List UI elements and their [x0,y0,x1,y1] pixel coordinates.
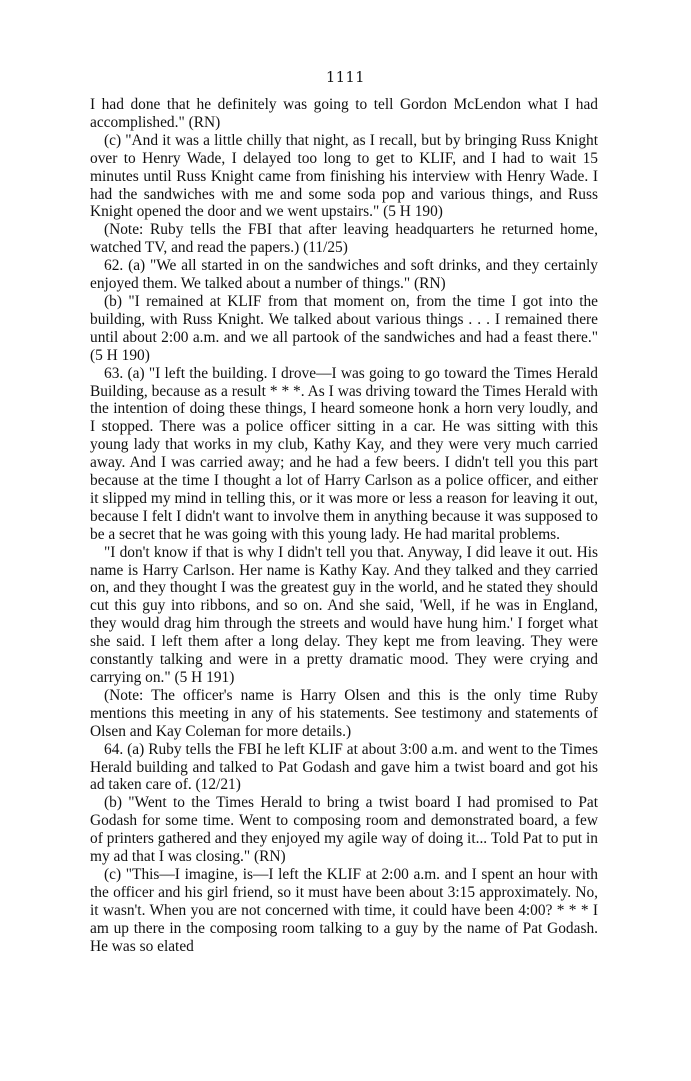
body-text [90,96,598,956]
paragraph: (c) "And it was a little chilly that night, as I recall, but by bringing Russ Knight over to Henry Wade, I delayed too long to get to KLIF, and I had to wait 15 minutes until Russ Knight came from finishing his interview with Henry Wade. I had the sandwiches with me and some soda pop and various things, and Russ Knight opened the door and we went upstairs." (5 H 190) [90,131,598,221]
paragraph: (b) "Went to the Times Herald to bring a twist board I had promised to Pat Godash for some time. Went to composing room and demonstrated board, a few of printers gathered and they enjoyed my agile way of doing it... Told Pat to put in my ad that I was closing." (RN) [90,794,598,866]
paragraph: (c) "This—I imagine, is—I left the KLIF at 2:00 a.m. and I spent an hour with the officer and his girl friend, so it must have been about 3:15 approximately. No, it wasn't. When you are not concerned with time, it could have been 4:00? * * * I am up there in the composing room talking to a guy by the name of Pat Godash. He was so elated [90,865,598,955]
page-number: 1111 [326,70,365,86]
paragraph: (b) "I remained at KLIF from that moment on, from the time I got into the building, with Russ Knight. We talked about various things . . . I remained there until about 2:00 a.m. and we all partook of the sandwiches and had a feast there." (5 H 190) [90,292,598,364]
paragraph: (Note: The officer's name is Harry Olsen and this is the only time Ruby mentions this meeting in any of his statements. See testimony and statements of Olsen and Kay Coleman for more details.) [90,686,598,740]
paragraph: 62. (a) "We all started in on the sandwiches and soft drinks, and they certainly enjoyed them. We talked about a number of things." (RN) [90,257,598,293]
paragraph: "I don't know if that is why I didn't tell you that. Anyway, I did leave it out. His name is Harry Carlson. Her name is Kathy Kay. And they talked and they carried on, and they thought I was the greatest guy in the world, and he stated they should cut this guy into ribbons, and so on. And she said, 'Well, if he was in England, they would drag him through the streets and would have hung him.' I forget what she said. I left them after a long delay. They kept me from leaving. They were constantly talking and were in a pretty dramatic mood. They were crying and carrying on." (5 H 191) [90,543,598,686]
paragraph: 64. (a) Ruby tells the FBI he left KLIF at about 3:00 a.m. and went to the Times Herald building and talked to Pat Godash and gave him a twist board and got his ad taken care of. (12/21) [90,740,598,794]
paragraph: (Note: Ruby tells the FBI that after leaving headquarters he returned home, watched TV, and read the papers.) (11/25) [90,221,598,257]
paragraph: I had done that he definitely was going to tell Gordon McLendon what I had accomplished." (RN) [90,96,598,131]
paragraph: 63. (a) "I left the building. I drove—I was going to go toward the Times Herald Building, because as a result * * *. As I was driving toward the Times Herald with the intention of doing these things, I heard someone honk a horn very loudly, and I stopped. There was a police officer sitting in a car. He was sitting with this young lady that works in my club, Kathy Kay, and they were very much carried away. And I was carried away; and he had a few beers. I didn't tell you this part because at the time I thought a lot of Harry Carlson as a police officer, and either it slipped my mind in telling this, or it was more or less a reason for leaving it out, because I felt I didn't want to involve them in anything because it was supposed to be a secret that he was going with this young lady. He had marital problems. [90,364,598,543]
